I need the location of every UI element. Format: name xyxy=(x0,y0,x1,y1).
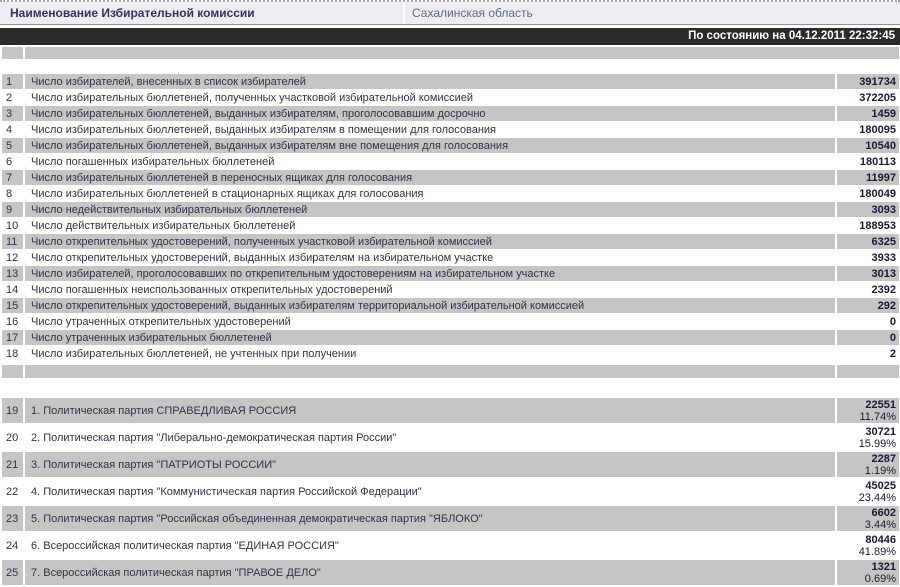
row-value: 0 xyxy=(837,314,899,329)
row-value: 1459 xyxy=(837,106,899,121)
party-vote-count: 30721 xyxy=(865,425,896,438)
row-number: 8 xyxy=(2,186,23,201)
row-number: 21 xyxy=(2,452,23,477)
row-label: Число открепительных удостоверений, выданных избирателям на избирательном участке xyxy=(25,250,835,265)
party-vote-percent: 11.74% xyxy=(859,410,896,423)
row-value: 6325 xyxy=(837,234,899,249)
row-number: 17 xyxy=(2,330,23,345)
row-label: Число недействительных избирательных бюллетеней xyxy=(25,202,835,217)
summary-table-row xyxy=(2,170,899,185)
row-label: Число открепительных удостоверений, полученных участковой избирательной комиссией xyxy=(25,234,835,249)
separator-number-cell xyxy=(2,365,23,378)
row-number: 23 xyxy=(2,506,23,531)
party-table-row xyxy=(2,479,899,504)
party-name-label: 5. Политическая партия "Российская объединенная демократическая партия "ЯБЛОКО" xyxy=(25,506,835,531)
row-number: 16 xyxy=(2,314,23,329)
party-vote-percent: 15.99% xyxy=(858,437,896,450)
party-table-row xyxy=(2,560,899,585)
row-value: 3933 xyxy=(837,250,899,265)
party-vote-percent: 41.89% xyxy=(858,545,896,558)
summary-table xyxy=(2,74,899,361)
section-separator-row xyxy=(2,365,899,378)
row-value: 10540 xyxy=(837,138,899,153)
row-value: 391734 xyxy=(837,74,899,89)
results-tables xyxy=(0,47,900,585)
party-name-label: 2. Политическая партия "Либерально-демократическая партия России" xyxy=(25,425,835,450)
party-vote-count: 1321 xyxy=(871,560,896,573)
row-number: 4 xyxy=(2,122,23,137)
row-label: Число действительных избирательных бюллетеней xyxy=(25,218,835,233)
party-result-cell xyxy=(837,479,899,504)
party-table-row xyxy=(2,398,899,423)
party-result-cell xyxy=(837,398,899,423)
summary-table-row xyxy=(2,154,899,169)
row-number: 5 xyxy=(2,138,23,153)
row-number: 12 xyxy=(2,250,23,265)
party-table-row xyxy=(2,506,899,531)
row-value: 180049 xyxy=(837,186,899,201)
party-vote-percent: 3.44% xyxy=(864,518,896,531)
row-number: 22 xyxy=(2,479,23,504)
row-number: 11 xyxy=(2,234,23,249)
party-result-cell xyxy=(837,506,899,531)
summary-table-row xyxy=(2,138,899,153)
row-label: Число избирательных бюллетеней, выданных избирателям, проголосовавшим досрочно xyxy=(25,106,835,121)
row-label: Число избирательных бюллетеней, выданных избирателям в помещении для голосования xyxy=(25,122,835,137)
party-name-label: 3. Политическая партия "ПАТРИОТЫ РОССИИ" xyxy=(25,452,835,477)
row-number: 19 xyxy=(2,398,23,423)
party-name-label: 1. Политическая партия СПРАВЕДЛИВАЯ РОССИЯ xyxy=(25,398,835,423)
party-name-label: 7. Всероссийская политическая партия "ПРАВОЕ ДЕЛО" xyxy=(25,560,835,585)
status-timestamp-bar: По состоянию на 04.12.2011 22:32:45 xyxy=(0,28,900,45)
row-label: Число избирательных бюллетеней, выданных избирателям вне помещения для голосования xyxy=(25,138,835,153)
commission-name-header: Наименование Избирательной комиссии xyxy=(10,6,255,20)
summary-table-row xyxy=(2,234,899,249)
row-label: Число избирательных бюллетеней в переносных ящиках для голосования xyxy=(25,170,835,185)
row-number: 6 xyxy=(2,154,23,169)
party-name-label: 6. Всероссийская политическая партия "ЕДИНАЯ РОССИЯ" xyxy=(25,533,835,558)
row-number: 14 xyxy=(2,282,23,297)
party-vote-count: 22551 xyxy=(865,398,896,411)
summary-table-row xyxy=(2,74,899,89)
party-results-table xyxy=(2,398,899,585)
summary-table-row xyxy=(2,346,899,361)
row-number: 13 xyxy=(2,266,23,281)
subheader-number-cell xyxy=(2,47,23,59)
row-number: 24 xyxy=(2,533,23,558)
summary-table-row xyxy=(2,330,899,345)
row-number: 18 xyxy=(2,346,23,361)
row-number: 25 xyxy=(2,560,23,585)
row-label: Число открепительных удостоверений, выданных избирателям территориальной избирательной комиссией xyxy=(25,298,835,313)
party-vote-count: 45025 xyxy=(865,479,896,492)
summary-table-row xyxy=(2,250,899,265)
row-value: 188953 xyxy=(837,218,899,233)
party-vote-count: 2287 xyxy=(871,452,896,465)
region-link[interactable]: Сахалинская область xyxy=(403,2,900,24)
row-number: 15 xyxy=(2,298,23,313)
party-vote-count: 80446 xyxy=(865,533,896,546)
summary-table-row xyxy=(2,282,899,297)
row-value: 2392 xyxy=(837,282,899,297)
party-result-cell xyxy=(837,533,899,558)
summary-table-row xyxy=(2,218,899,233)
summary-table-row xyxy=(2,90,899,105)
party-vote-count: 6602 xyxy=(871,506,896,519)
row-label: Число избирателей, проголосовавших по открепительным удостоверениям на избирательном участке xyxy=(25,266,835,281)
subheader-body-cell xyxy=(25,47,899,59)
row-number: 7 xyxy=(2,170,23,185)
summary-table-row xyxy=(2,122,899,137)
row-value: 3093 xyxy=(837,202,899,217)
row-number: 10 xyxy=(2,218,23,233)
row-label: Число погашенных избирательных бюллетеней xyxy=(25,154,835,169)
summary-table-row xyxy=(2,202,899,217)
party-vote-percent: 0.69% xyxy=(864,572,896,585)
summary-table-row xyxy=(2,106,899,121)
party-result-cell xyxy=(837,560,899,585)
row-number: 20 xyxy=(2,425,23,450)
row-label: Число избирателей, внесенных в список избирателей xyxy=(25,74,835,89)
party-result-cell xyxy=(837,452,899,477)
row-value: 0 xyxy=(837,330,899,345)
row-label: Число погашенных неиспользованных открепительных удостоверений xyxy=(25,282,835,297)
row-value: 180095 xyxy=(837,122,899,137)
separator-name-cell xyxy=(25,365,835,378)
party-vote-percent: 23.44% xyxy=(858,491,896,504)
party-table-row xyxy=(2,425,899,450)
row-number: 2 xyxy=(2,90,23,105)
row-number: 9 xyxy=(2,202,23,217)
row-label: Число избирательных бюллетеней, полученных участковой избирательной комиссией xyxy=(25,90,835,105)
row-label: Число утраченных избирательных бюллетеней xyxy=(25,330,835,345)
summary-table-row xyxy=(2,186,899,201)
row-label: Число утраченных открепительных удостоверений xyxy=(25,314,835,329)
summary-table-row xyxy=(2,314,899,329)
row-label: Число избирательных бюллетеней в стационарных ящиках для голосования xyxy=(25,186,835,201)
row-value: 372205 xyxy=(837,90,899,105)
table-subheader-row xyxy=(2,47,899,59)
separator-value-cell xyxy=(837,365,899,378)
row-value: 11997 xyxy=(837,170,899,185)
row-number: 1 xyxy=(2,74,23,89)
party-table-row xyxy=(2,533,899,558)
row-label: Число избирательных бюллетеней, не учтенных при получении xyxy=(25,346,835,361)
table-header xyxy=(0,2,900,25)
party-name-label: 4. Политическая партия "Коммунистическая партия Российской Федерации" xyxy=(25,479,835,504)
summary-table-row xyxy=(2,298,899,313)
party-vote-percent: 1.19% xyxy=(864,464,896,477)
row-value: 180113 xyxy=(837,154,899,169)
row-value: 292 xyxy=(837,298,899,313)
summary-table-row xyxy=(2,266,899,281)
row-number: 3 xyxy=(2,106,23,121)
row-value: 3013 xyxy=(837,266,899,281)
party-table-row xyxy=(2,452,899,477)
row-value: 2 xyxy=(837,346,899,361)
party-result-cell xyxy=(837,425,899,450)
